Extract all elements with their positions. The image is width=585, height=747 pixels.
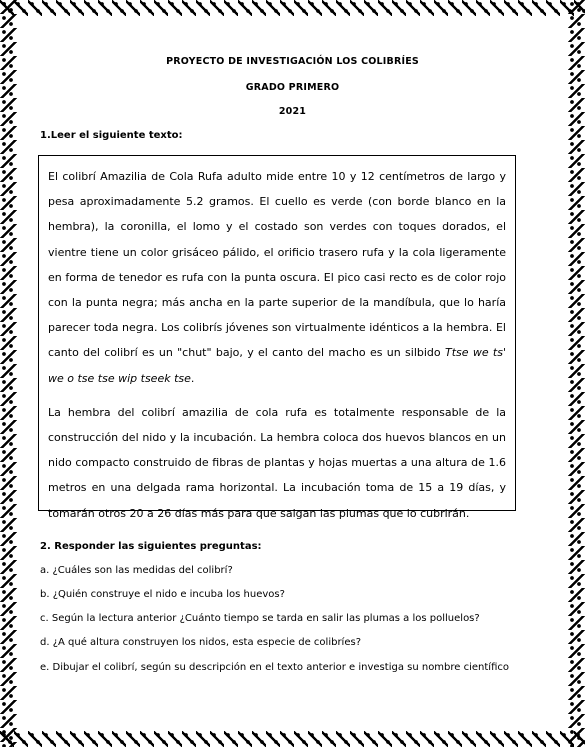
section-2-title: 2. Responder las siguientes preguntas: bbox=[40, 541, 262, 552]
question-a: a. ¿Cuáles son las medidas del colibrí? bbox=[40, 565, 233, 576]
grade-label: GRADO PRIMERO bbox=[245, 82, 340, 93]
question-c: c. Según la lectura anterior ¿Cuánto tiempo se tarda en salir las plumas a los polluelos? bbox=[40, 613, 480, 624]
question-b: b. ¿Quién construye el nido e incuba los huevos? bbox=[40, 589, 285, 600]
section-1-title: 1.Leer el siguiente texto: bbox=[40, 130, 183, 141]
question-e: e. Dibujar el colibrí, según su descripción en el texto anterior e investiga su nombre científico bbox=[40, 662, 509, 673]
reading-text-box bbox=[38, 155, 516, 520]
reading-paragraph-2: La hembra del colibrí amazilia de cola rufa es totalmente responsable de la construcción del nido y la incubación. La hembra coloca dos huevos blancos en un nido compacto construido de fibras de plantas y hojas muertas a una altura de 1.6 metros en una delgada rama horizontal. La incubación toma de 15 a 19 días, y tomarán otros 20 a 26 días más para que salgan las plumas que lo cubrirán. bbox=[48, 405, 506, 520]
reading-paragraph-1-text: El colibrí Amazilia de Cola Rufa adulto mide entre 10 y 12 centímetros de largo y pesa aproximadamente 5.2 gramos. El cuello es verde (con borde blanco en la hembra), la coronilla, el lomo y el costado son verdes con toques dorados, el vientre tiene un color grisáceo pálido, el orificio trasero rufa y la cola ligeramente en forma de tenedor es rufa con la punta oscura. El pico casi recto es de color rojo con la punta negra; más ancha en la parte superior de la mandíbula, que lo haría parecer toda negra. Los colibrís jóvenes son virtualmente idénticos a la hembra. El canto del colibrí es un "chut" bajo, y el canto del macho es un silbido bbox=[48, 170, 506, 360]
reading-paragraph-1 bbox=[48, 164, 506, 391]
project-title: PROYECTO DE INVESTIGACIÓN LOS COLIBRÍES bbox=[166, 56, 419, 67]
bird-song-transcription: Ttse we ts' we o tse tse wip tseek tse bbox=[48, 346, 506, 385]
question-d: d. ¿A qué altura construyen los nidos, esta especie de colibríes? bbox=[40, 637, 362, 648]
decorative-border-top bbox=[0, 0, 585, 16]
reading-paragraph-1-end: . bbox=[190, 371, 195, 385]
year-label: 2021 bbox=[278, 106, 307, 117]
decorative-border-bottom bbox=[0, 731, 585, 747]
